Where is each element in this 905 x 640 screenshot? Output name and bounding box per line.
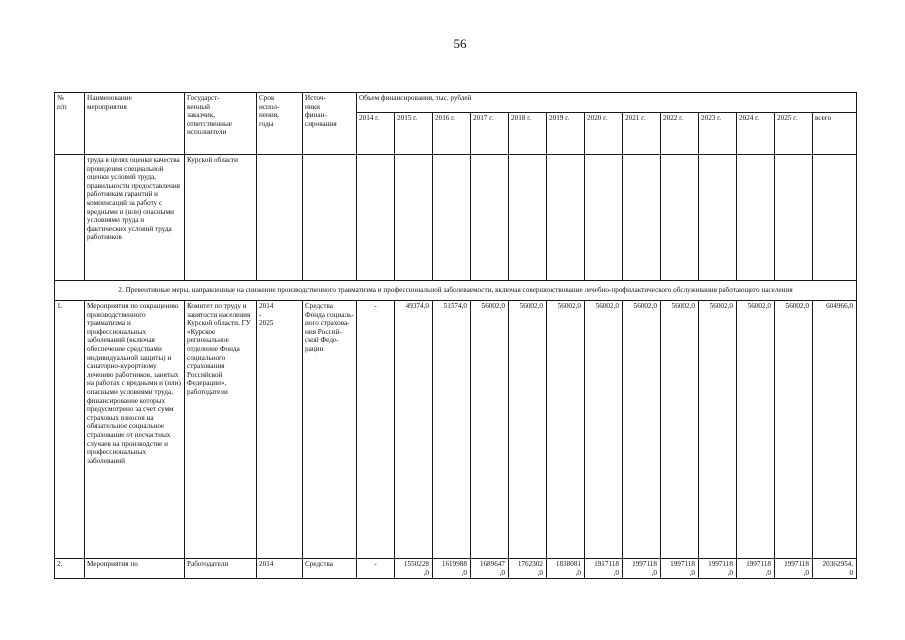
header-year: 2016 г.: [433, 113, 471, 155]
cell-value: 56002,0: [661, 301, 699, 559]
cell-total: 604966,0: [813, 301, 857, 559]
cell-name: Мероприятия по сокращению производственного травматизма и профессиональных заболеваний (включая обеспечение средствами индивидуальной защиты) и санаторно-курортному лечению работников, занятых на работах с вредными и (или) опасными условиями труда, финансирование которых предусмотрено за счет сумм страховых взносов на обязательное социальное страхование от несчастных случаев на производстве и профессиональных заболеваний: [85, 301, 185, 559]
header-total: всего: [813, 113, 857, 155]
header-source: Источ- ники финан- сирования: [303, 93, 357, 155]
cell-source: Средства Фонда социаль-ного страхова-ния Россий-ской Феде-рации: [303, 301, 357, 559]
financing-table: [54, 92, 857, 579]
cell-value: 56002,0: [471, 301, 509, 559]
cell-num: 2.: [55, 559, 85, 579]
cell-num: [55, 155, 85, 281]
header-term: Срок испол- нения, годы: [257, 93, 303, 155]
page-number: 56: [453, 36, 467, 51]
header-year: 2023 г.: [699, 113, 737, 155]
table-row: [55, 301, 857, 559]
cell-source: Средства: [303, 559, 357, 579]
cell-value: 1997118 ,0: [623, 559, 661, 579]
cell-value: 1838081 ,0: [547, 559, 585, 579]
cell-customer: Курской области: [185, 155, 257, 281]
cell-value: 56002,0: [509, 301, 547, 559]
cell-value: 49374,0: [395, 301, 433, 559]
header-year: 2019 г.: [547, 113, 585, 155]
table-row: [55, 559, 857, 579]
cell-name: Мероприятия по: [85, 559, 185, 579]
header-num: № п/п: [55, 93, 85, 155]
cell-total: 20362954, 0: [813, 559, 857, 579]
cell-value: 1689647 ,0: [471, 559, 509, 579]
header-customer: Государст- венный заказчик, ответственные исполнители: [185, 93, 257, 155]
cell-value: 56002,0: [699, 301, 737, 559]
table-row-continuation: [55, 155, 857, 281]
cell-customer: Работодатели: [185, 559, 257, 579]
cell-value: 51574,0: [433, 301, 471, 559]
cell-value: 1997118 ,0: [699, 559, 737, 579]
cell-value: 1550228 ,0: [395, 559, 433, 579]
cell-value: 56002,0: [737, 301, 775, 559]
cell-term: 2014: [257, 559, 303, 579]
cell-value: 1997118 ,0: [737, 559, 775, 579]
header-volume: Объем финансирования, тыс. рублей: [357, 93, 857, 113]
header-year: 2015 г.: [395, 113, 433, 155]
cell-value: 56002,0: [623, 301, 661, 559]
header-name: Наименование мероприятия: [85, 93, 185, 155]
header-year: 2022 г.: [661, 113, 699, 155]
section-title: 2. Превентивные меры, направленные на снижение производственного травматизма и профессиональной заболеваемости, включая совершенствование лечебно-профилактического обслуживания работающего населения: [55, 281, 857, 301]
cell-value: 56002,0: [547, 301, 585, 559]
header-year: 2020 г.: [585, 113, 623, 155]
section-row: [55, 281, 857, 301]
header-year: 2025 г.: [775, 113, 813, 155]
cell-name: труда в целях оценки качества проведения специальной оценки условий труда, правильности предоставления работникам гарантий и компенсаций за работу с вредными и (или) опасными условиями труда и фактических условий труда работников: [85, 155, 185, 281]
cell-num: 1.: [55, 301, 85, 559]
header-year: 2017 г.: [471, 113, 509, 155]
cell-value: -: [357, 301, 395, 559]
cell-value: 1619988 ,0: [433, 559, 471, 579]
cell-value: 56002,0: [585, 301, 623, 559]
cell-value: 56002,0: [775, 301, 813, 559]
header-year: 2014 г.: [357, 113, 395, 155]
header-year: 2024 г.: [737, 113, 775, 155]
cell-value: 1762302 ,0: [509, 559, 547, 579]
cell-term: 2014 - 2025: [257, 301, 303, 559]
header-year: 2021 г.: [623, 113, 661, 155]
cell-value: 1997118 ,0: [775, 559, 813, 579]
cell-value: 1917118 ,0: [585, 559, 623, 579]
cell-value: 1997118 ,0: [661, 559, 699, 579]
header-year: 2018 г.: [509, 113, 547, 155]
cell-customer: Комитет по труду и занятости населения Курской области, ГУ «Курское региональное отделение Фонда социального страхования Российской Федерации», работодатели: [185, 301, 257, 559]
cell-value: -: [357, 559, 395, 579]
